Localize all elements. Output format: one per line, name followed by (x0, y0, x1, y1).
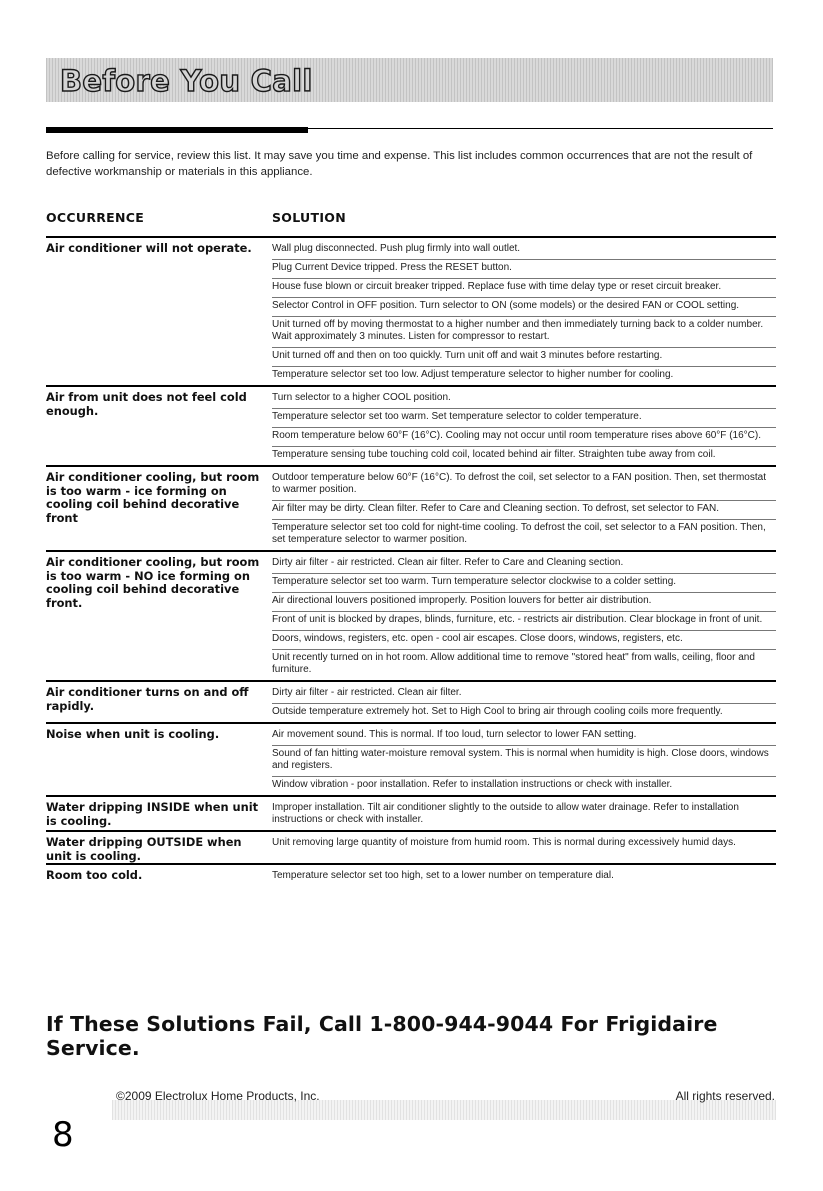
solution-item: Sound of fan hitting water-moisture removal system. This is normal when humidity is high. Close doors, windows and registers. (272, 746, 776, 777)
copyright-text: ©2009 Electrolux Home Products, Inc. (116, 1089, 320, 1103)
solution-item: Turn selector to a higher COOL position. (272, 390, 776, 409)
solution-column-header: SOLUTION (272, 210, 346, 225)
footer-bar (112, 1100, 776, 1120)
header-rule-thin (308, 128, 773, 129)
solution-item: Temperature selector set too cold for night-time cooling. To defrost the coil, set selector to a FAN position. Then, set temperature selector to warmer position. (272, 522, 766, 545)
table-row (46, 550, 776, 680)
solution-item: Temperature sensing tube touching cold coil, located behind air filter. Straighten tube away from coil. (272, 449, 716, 460)
solution-item: Selector Control in OFF position. Turn selector to ON (some models) or the desired FAN or COOL setting. (272, 298, 776, 317)
solution-list (272, 685, 776, 722)
solution-list (272, 241, 776, 385)
occurrence-label: Noise when unit is cooling. (46, 727, 220, 741)
header-rule-thick (46, 127, 308, 133)
solution-list (272, 390, 776, 465)
solution-item: Air directional louvers positioned improperly. Position louvers for better air distribution. (272, 593, 776, 612)
solution-item: Front of unit is blocked by drapes, blinds, furniture, etc. - restricts air distribution. Clear blockage in front of unit. (272, 612, 776, 631)
page-number: 8 (52, 1115, 74, 1155)
table-row (46, 722, 776, 795)
solution-item: House fuse blown or circuit breaker tripped. Replace fuse with time delay type or reset circuit breaker. (272, 279, 776, 298)
table-row (46, 236, 776, 385)
title-banner (46, 58, 773, 102)
solution-list (272, 470, 776, 550)
rights-text: All rights reserved. (675, 1089, 775, 1103)
occurrence-label: Water dripping INSIDE when unit is cooling. (46, 800, 259, 828)
solution-item: Air filter may be dirty. Clean filter. Refer to Care and Cleaning section. To defrost, set selector to FAN. (272, 501, 776, 520)
table-row (46, 830, 776, 863)
solution-item: Outdoor temperature below 60°F (16°C). To defrost the coil, set selector to a FAN position. Then, set thermostat to warmer position. (272, 470, 776, 501)
solution-item: Dirty air filter - air restricted. Clean air filter. (272, 685, 776, 704)
solution-item: Plug Current Device tripped. Press the RESET button. (272, 260, 776, 279)
occurrence-label: Air conditioner cooling, but room is too warm - NO ice forming on cooling coil behind decorative front. (46, 555, 260, 610)
occurrence-label: Air conditioner will not operate. (46, 241, 252, 255)
occurrence-label: Water dripping OUTSIDE when unit is cooling. (46, 835, 242, 863)
table-row (46, 795, 776, 830)
solution-list (272, 555, 776, 680)
solution-item: Outside temperature extremely hot. Set to High Cool to bring air through cooling coils more frequently. (272, 706, 723, 717)
table-row (46, 680, 776, 722)
solution-item: Temperature selector set too high, set to a lower number on temperature dial. (272, 870, 614, 881)
solution-item: Improper installation. Tilt air conditioner slightly to the outside to allow water drainage. Refer to installation instructions or check with installer. (272, 802, 739, 825)
solution-item: Window vibration - poor installation. Refer to installation instructions or check with installer. (272, 779, 673, 790)
solution-item: Temperature selector set too low. Adjust temperature selector to higher number for cooling. (272, 369, 674, 380)
page-title: Before You Call (60, 64, 313, 98)
intro-paragraph: Before calling for service, review this list. It may save you time and expense. This list includes common occurrences that are not the result of defective workmanship or materials in this appliance. (46, 150, 753, 178)
occurrence-column-header: OCCURRENCE (46, 210, 145, 225)
solution-list (272, 800, 776, 830)
solution-item: Temperature selector set too warm. Turn temperature selector clockwise to a colder setting. (272, 574, 776, 593)
troubleshooting-table (46, 236, 776, 886)
occurrence-label: Air from unit does not feel cold enough. (46, 390, 247, 418)
table-row (46, 385, 776, 465)
solution-item: Unit removing large quantity of moisture from humid room. This is normal during excessively humid days. (272, 837, 736, 848)
table-row (46, 863, 776, 886)
solution-item: Unit recently turned on in hot room. Allow additional time to remove "stored heat" from walls, ceiling, floor and furniture. (272, 652, 755, 675)
solution-item: Doors, windows, registers, etc. open - cool air escapes. Close doors, windows, registers, etc. (272, 631, 776, 650)
solution-list (272, 835, 776, 863)
solution-item: Air movement sound. This is normal. If too loud, turn selector to lower FAN setting. (272, 727, 776, 746)
solution-list (272, 868, 776, 886)
solution-item: Unit turned off and then on too quickly. Turn unit off and wait 3 minutes before restarting. (272, 348, 776, 367)
solution-item: Unit turned off by moving thermostat to a higher number and then immediately turning back to a colder number. Wait approximately 3 minutes. Listen for compressor to restart. (272, 317, 776, 348)
service-call-notice: If These Solutions Fail, Call 1-800-944-9044 For Frigidaire Service. (46, 1012, 718, 1060)
solution-item: Wall plug disconnected. Push plug firmly into wall outlet. (272, 241, 776, 260)
solution-item: Dirty air filter - air restricted. Clean air filter. Refer to Care and Cleaning section. (272, 555, 776, 574)
occurrence-label: Room too cold. (46, 868, 143, 882)
solution-list (272, 727, 776, 795)
table-row (46, 465, 776, 550)
solution-item: Temperature selector set too warm. Set temperature selector to colder temperature. (272, 409, 776, 428)
occurrence-label: Air conditioner cooling, but room is too warm - ice forming on cooling coil behind decorative front (46, 470, 260, 525)
occurrence-label: Air conditioner turns on and off rapidly. (46, 685, 249, 713)
solution-item: Room temperature below 60°F (16°C). Cooling may not occur until room temperature rises above 60°F (16°C). (272, 428, 776, 447)
